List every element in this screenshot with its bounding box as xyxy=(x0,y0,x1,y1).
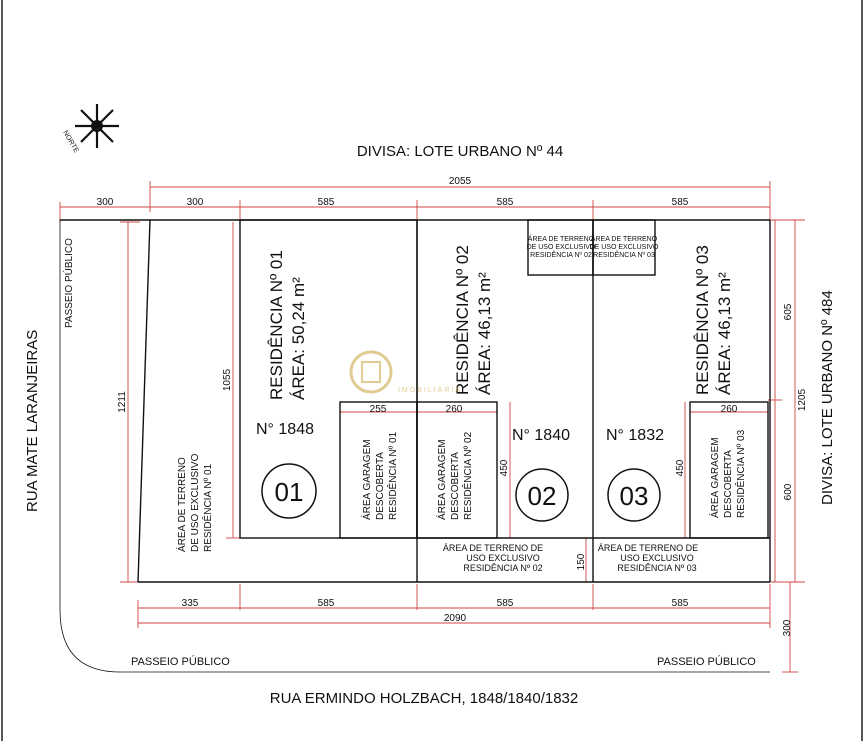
dim-top-585-2: 585 xyxy=(496,197,514,208)
res3-title: RESIDÊNCIA Nº 03 xyxy=(693,245,712,395)
svg-text:RESIDÊNCIA Nº 02: RESIDÊNCIA Nº 02 xyxy=(463,563,543,573)
dim-total-bottom: 2090 xyxy=(443,613,467,624)
svg-text:RESIDÊNCIA Nº 01: RESIDÊNCIA Nº 01 xyxy=(388,431,399,520)
dim-left-1211: 1211 xyxy=(117,391,128,413)
dim-bottom-585-3: 585 xyxy=(671,598,689,609)
box-2-label xyxy=(527,234,596,259)
street-bottom-label: RUA ERMINDO HOLZBACH, 1848/1840/1832 xyxy=(269,690,579,707)
res2-area: ÁREA: 46,13 m² xyxy=(475,272,494,395)
dim-top-585-3: 585 xyxy=(671,197,689,208)
garage-1-label xyxy=(360,431,399,520)
svg-text:ÁREA DE TERRENO: ÁREA DE TERRENO xyxy=(177,457,188,552)
res2-title: RESIDÊNCIA Nº 02 xyxy=(453,245,472,395)
res3-circle-label: 03 xyxy=(619,481,649,511)
res1-circle-label: 01 xyxy=(274,477,304,507)
svg-text:DESCOBERTA: DESCOBERTA xyxy=(375,452,386,520)
dim-total-top: 2055 xyxy=(448,176,472,187)
uso-exclusivo-3-label xyxy=(598,543,698,573)
dim-150: 150 xyxy=(576,553,587,571)
svg-text:DESCOBERTA: DESCOBERTA xyxy=(450,452,461,520)
res2-number: N° 1840 xyxy=(512,427,570,444)
res3-area: ÁREA: 46,13 m² xyxy=(715,272,734,395)
box-3-label xyxy=(590,234,659,259)
svg-text:ÁREA GARAGEM: ÁREA GARAGEM xyxy=(362,439,373,520)
svg-text:ÁREA GARAGEM: ÁREA GARAGEM xyxy=(437,439,448,520)
svg-text:RESIDÊNCIA Nº 03: RESIDÊNCIA Nº 03 xyxy=(736,429,747,518)
street-left-label: RUA MATE LARANJEIRAS xyxy=(24,329,41,512)
svg-text:ÁREA DE TERRENO DE: ÁREA DE TERRENO DE xyxy=(597,543,699,553)
passeio-bottom-right-label: PASSEIO PÚBLICO xyxy=(657,656,756,668)
dim-bottom-585-2: 585 xyxy=(496,598,514,609)
svg-text:DE USO EXCLUSIVO: DE USO EXCLUSIVO xyxy=(526,244,596,251)
north-label: NORTE xyxy=(61,129,80,155)
svg-text:ÁREA DE TERRENO: ÁREA DE TERRENO xyxy=(527,236,595,243)
dim-450-a: 450 xyxy=(499,459,510,477)
dim-right-600: 600 xyxy=(783,483,794,501)
dim-top-300-a: 300 xyxy=(96,197,114,208)
divisa-right-label: DIVISA: LOTE URBANO Nº 484 xyxy=(819,290,836,505)
dim-garage1-255: 255 xyxy=(369,404,387,415)
dim-right-605: 605 xyxy=(783,303,794,321)
passeio-bottom-left-label: PASSEIO PÚBLICO xyxy=(131,656,230,668)
watermark-logo xyxy=(351,352,462,394)
dim-top-300-b: 300 xyxy=(186,197,204,208)
svg-text:RESIDÊNCIA Nº 01: RESIDÊNCIA Nº 01 xyxy=(203,463,214,552)
svg-text:USO EXCLUSIVO: USO EXCLUSIVO xyxy=(466,553,540,563)
uso-exclusivo-2-label xyxy=(443,543,543,573)
svg-text:RESIDÊNCIA Nº 02: RESIDÊNCIA Nº 02 xyxy=(463,431,474,520)
dim-bottom-335: 335 xyxy=(181,598,199,609)
dim-top-585-1: 585 xyxy=(317,197,335,208)
divisa-top-label: DIVISA: LOTE URBANO Nº 44 xyxy=(356,143,564,160)
uso-exclusivo-1-label xyxy=(175,453,214,552)
dim-garage2-260: 260 xyxy=(445,404,463,415)
svg-text:DE USO EXCLUSIVO: DE USO EXCLUSIVO xyxy=(190,453,201,552)
dim-bottom-585-1: 585 xyxy=(317,598,335,609)
svg-text:RESIDÊNCIA Nº 03: RESIDÊNCIA Nº 03 xyxy=(617,563,697,573)
svg-text:ÁREA DE TERRENO: ÁREA DE TERRENO xyxy=(590,236,658,243)
res1-number: N° 1848 xyxy=(256,421,314,438)
res1-area: ÁREA: 50,24 m² xyxy=(289,277,308,400)
svg-text:RESIDÊNCIA Nº 02: RESIDÊNCIA Nº 02 xyxy=(530,252,592,259)
watermark-text: IMOBILIÁRIA xyxy=(397,387,463,394)
svg-text:ÁREA GARAGEM: ÁREA GARAGEM xyxy=(710,437,721,518)
svg-text:RESIDÊNCIA Nº 03: RESIDÊNCIA Nº 03 xyxy=(593,252,655,259)
svg-text:USO EXCLUSIVO: USO EXCLUSIVO xyxy=(620,553,694,563)
residence-1 xyxy=(256,250,316,518)
dim-right-300: 300 xyxy=(782,619,793,637)
dim-left-1055: 1055 xyxy=(222,368,233,392)
svg-text:DE USO EXCLUSIVO: DE USO EXCLUSIVO xyxy=(589,244,659,251)
north-arrow-icon xyxy=(75,104,119,148)
res3-number: N° 1832 xyxy=(606,427,664,444)
svg-text:ÁREA DE TERRENO DE: ÁREA DE TERRENO DE xyxy=(442,543,544,553)
dim-garage3-260: 260 xyxy=(720,404,738,415)
dim-right-1205: 1205 xyxy=(797,388,808,412)
res1-title: RESIDÊNCIA Nº 01 xyxy=(267,250,286,400)
dim-450-b: 450 xyxy=(675,459,686,477)
lot-outlines xyxy=(60,220,770,672)
passeio-left-label: PASSEIO PÚBLICO xyxy=(64,238,75,328)
res2-circle-label: 02 xyxy=(527,481,557,511)
svg-text:DESCOBERTA: DESCOBERTA xyxy=(723,450,734,518)
garage-2-label xyxy=(435,431,474,520)
garage-3-label xyxy=(708,429,747,518)
